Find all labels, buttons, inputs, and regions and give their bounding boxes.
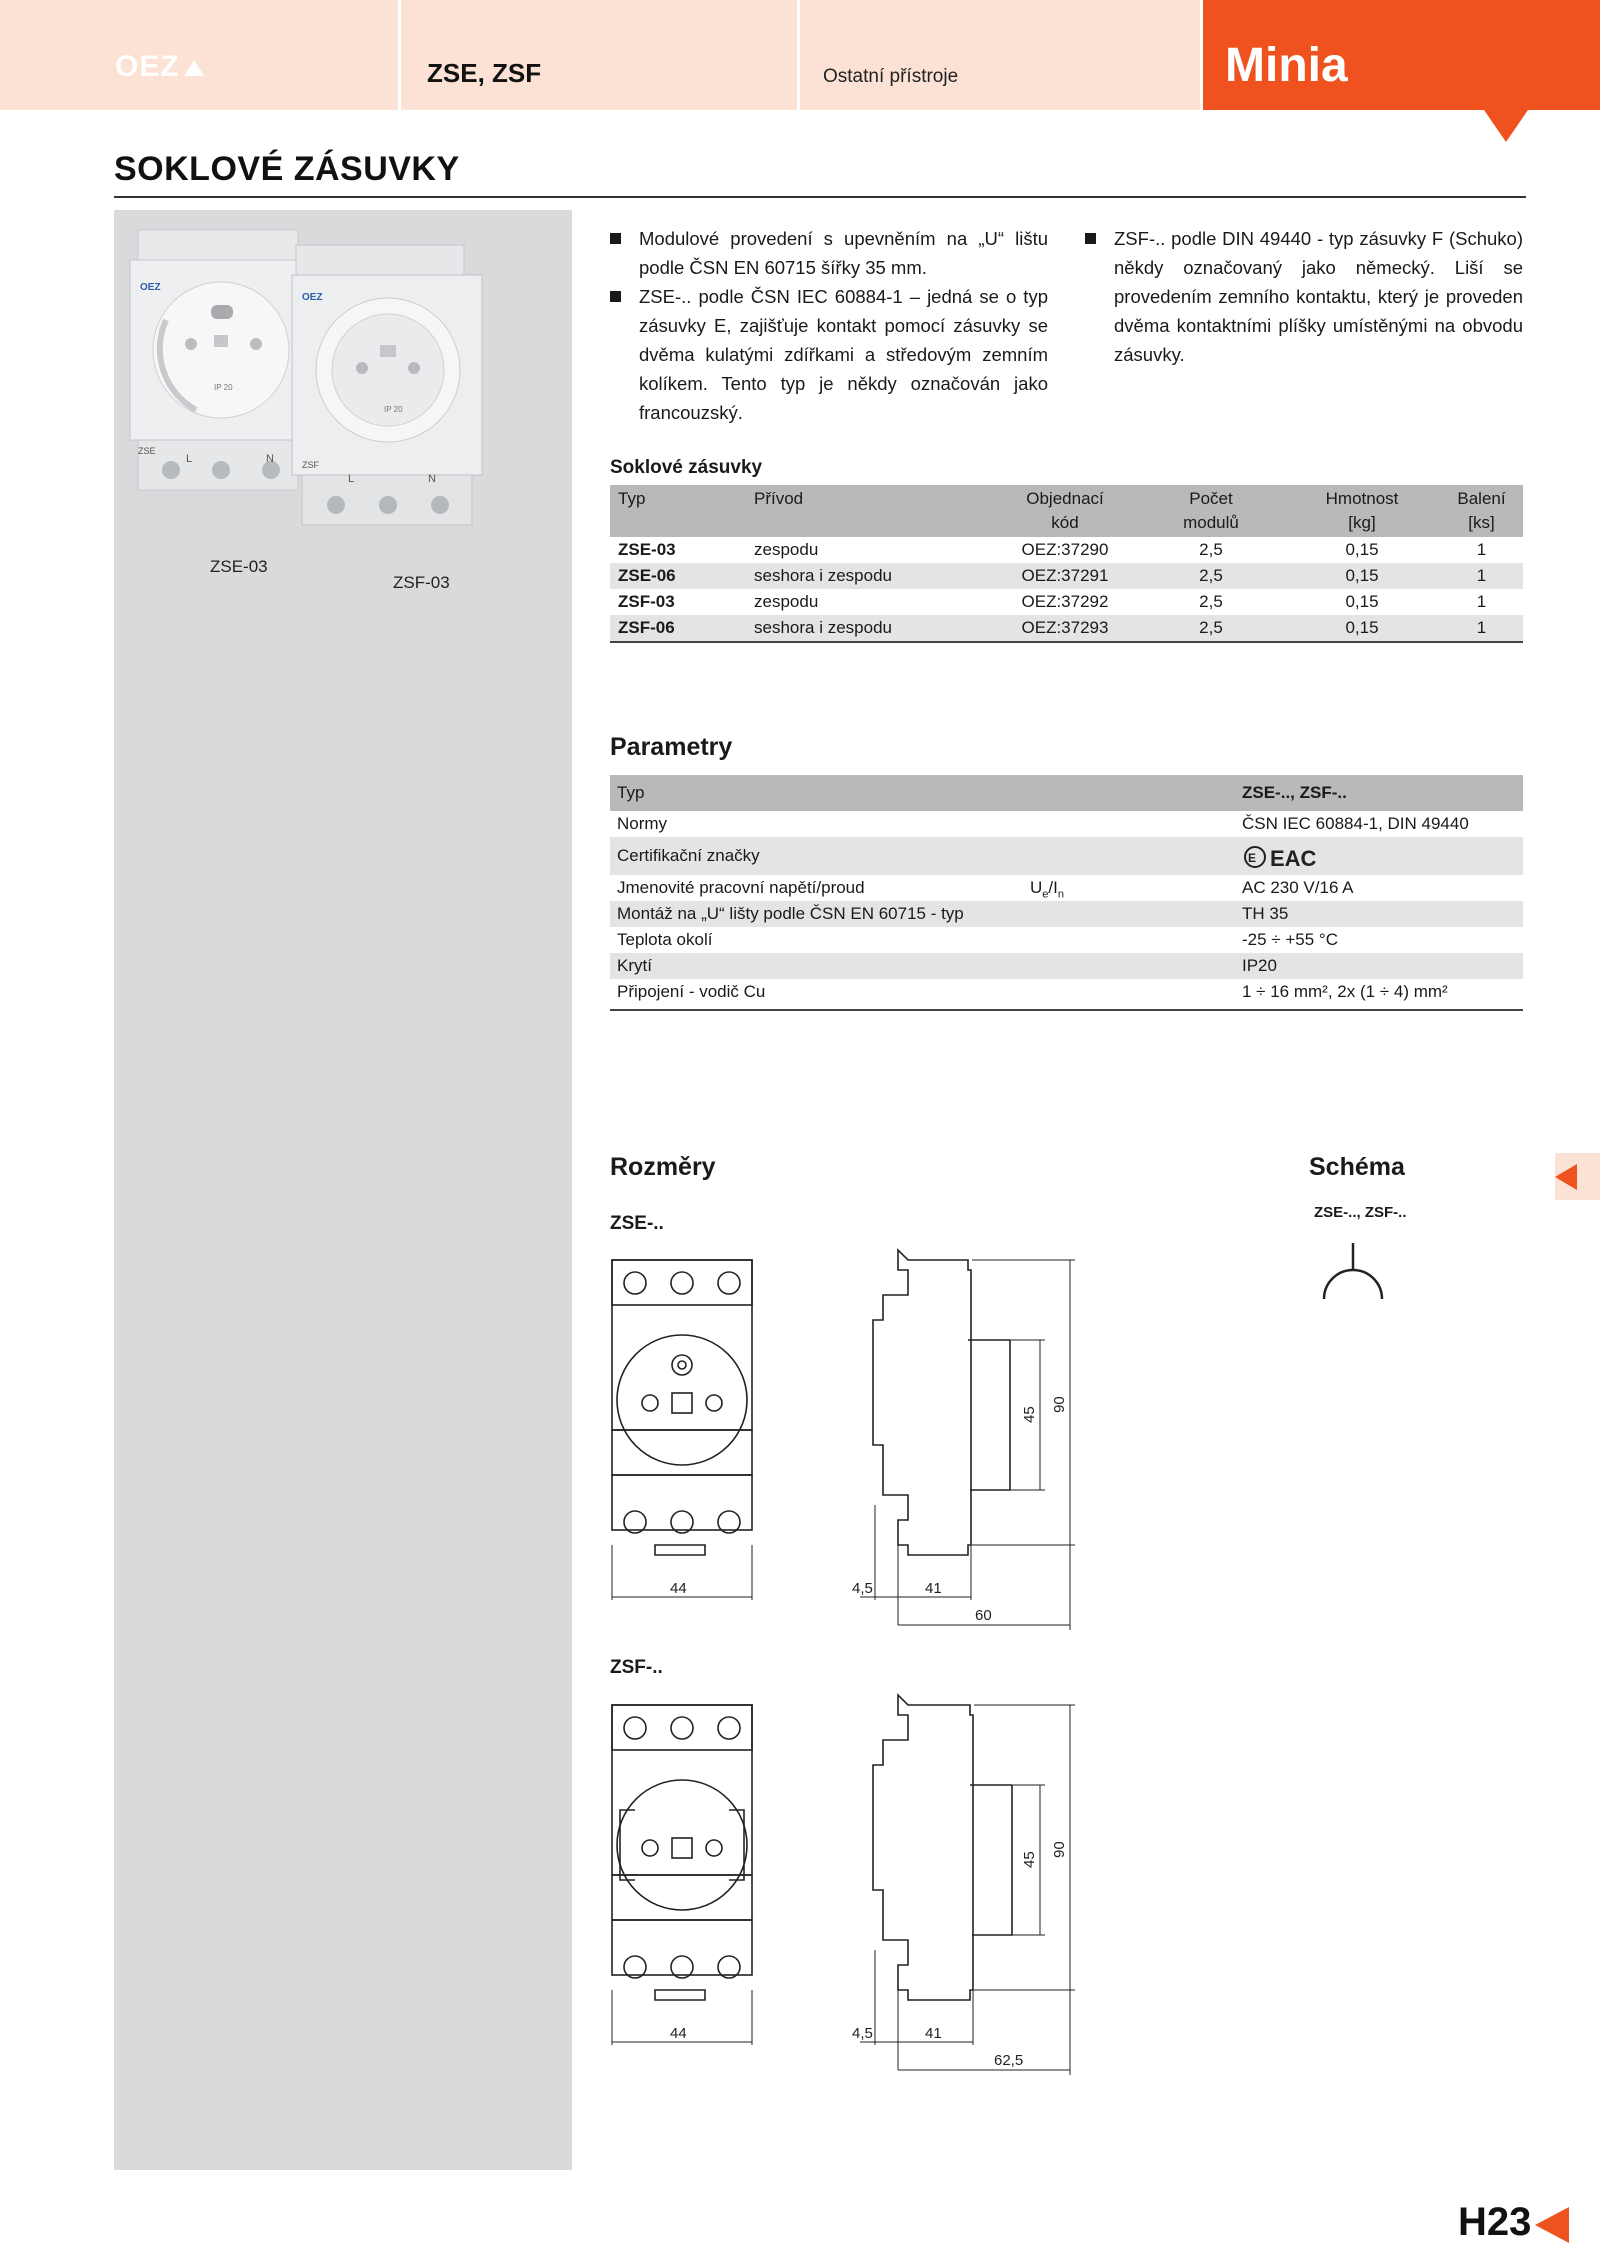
param-row: [610, 953, 1523, 979]
param-label: Montáž na „U“ lišty podle ČSN EN 60715 - typ: [617, 904, 964, 923]
cell-code: OEZ:37290: [1021, 540, 1109, 559]
zsf-device-image: [292, 245, 482, 525]
param-value: -25 ÷ +55 °C: [1242, 930, 1338, 949]
param-value: AC 230 V/16 A: [1242, 878, 1354, 897]
param-row: [610, 901, 1523, 927]
zse-dim-h-outer: 90: [1051, 1396, 1068, 1413]
certification-icon: [1242, 840, 1322, 874]
zsf-dimension-drawing: [600, 1690, 1220, 2080]
param-symbol: $U_e/I_n$: [1030, 878, 1064, 901]
param-row: [610, 837, 1523, 875]
param-label: Jmenovité pracovní napětí/proud: [617, 878, 865, 897]
order-table: [610, 485, 1523, 643]
zse-dim-h-inner: 45: [1021, 1406, 1038, 1423]
param-header-value: ZSE-.., ZSF-..: [1242, 783, 1347, 802]
socket-schema-symbol: [1318, 1243, 1388, 1308]
bullet-item: Modulové provedení s upevněním na „U“ lištu podle ČSN EN 60715 šířky 35 mm.: [610, 224, 1048, 282]
header-down-arrow-icon: [1484, 110, 1528, 142]
zsf-dim-depth: 41: [925, 2025, 942, 2042]
dimensions-title: Rozměry: [610, 1153, 716, 1181]
bullets-right: [1085, 224, 1523, 369]
zse-device-label: ZSE: [138, 446, 156, 456]
zse-device-brand: OEZ: [140, 282, 161, 293]
cell-modules: 2,5: [1138, 563, 1284, 589]
cell-weight: 0,15: [1345, 540, 1379, 559]
order-table-title: Soklové zásuvky: [610, 457, 763, 478]
parameters-bottom-rule: [610, 1009, 1523, 1011]
param-row: [610, 979, 1523, 1005]
product-photo: [126, 220, 560, 550]
cell-modules: 2,5: [1199, 540, 1223, 559]
zse-dim-offset: 4,5: [852, 1580, 873, 1597]
zsf-dim-width: 44: [670, 2025, 687, 2042]
cell-supply: zespodu: [754, 592, 819, 611]
cell-type: ZSE-03: [618, 540, 676, 559]
col-header-code: Objednací kód: [992, 485, 1138, 537]
zsf-terminal-n: N: [428, 473, 436, 485]
zse-device-ip: IP 20: [214, 383, 233, 392]
table-row: [610, 615, 1523, 642]
parameters-title: Parametry: [610, 733, 733, 761]
photo-caption-zse: ZSE-03: [210, 557, 268, 576]
cell-supply: zespodu: [754, 540, 819, 559]
oez-logo: OEZ: [115, 50, 204, 84]
cell-supply: seshora i zespodu: [746, 563, 992, 589]
cell-type: ZSF-03: [618, 592, 675, 611]
svg-text:EAC: EAC: [1270, 845, 1317, 871]
page-title: SOKLOVÉ ZÁSUVKY: [114, 150, 460, 188]
cell-code: OEZ:37291: [992, 563, 1138, 589]
zse-dim-total: 60: [975, 1607, 992, 1624]
title-divider: [114, 196, 1526, 198]
zsf-terminal-l: L: [348, 473, 355, 485]
cell-code: OEZ:37293: [992, 615, 1138, 642]
param-row: [610, 811, 1523, 837]
schema-label: ZSE-.., ZSF-..: [1314, 1204, 1407, 1221]
schema-title: Schéma: [1309, 1153, 1405, 1181]
page-number: H23: [1458, 2200, 1532, 2244]
bullet-item: ZSE-.. podle ČSN IEC 60884-1 – jedná se o typ zásuvky E, zajišťuje kontakt pomocí zásuvky se dvěma kulatými zdířkami a středovým zemním kolíkem. Tento typ je někdy označován jako francouzský.: [610, 282, 1048, 427]
col-header-type: Typ: [610, 485, 746, 537]
zsf-dim-offset: 4,5: [852, 2025, 873, 2042]
cell-weight: 0,15: [1345, 592, 1379, 611]
param-value: IP20: [1242, 956, 1277, 975]
header-category-cell: [800, 0, 1200, 110]
page-arrow-icon: [1535, 2207, 1569, 2243]
zse-dim-width: 44: [670, 1580, 687, 1597]
param-row: [610, 875, 1523, 901]
header-brand: Minia: [1225, 39, 1348, 92]
zse-terminal-n: N: [266, 453, 274, 465]
cell-weight: 0,15: [1284, 615, 1440, 642]
parameters-table: [610, 775, 1523, 1005]
cell-code: OEZ:37292: [1021, 592, 1109, 611]
table-row: [610, 589, 1523, 615]
col-header-supply: Přívod: [746, 485, 992, 537]
param-header-label: Typ: [617, 783, 645, 802]
side-tab-arrow-icon: [1555, 1164, 1577, 1190]
param-value: ČSN IEC 60884-1, DIN 49440: [1242, 814, 1469, 833]
bullet-item: ZSF-.. podle DIN 49440 - typ zásuvky F (Schuko) někdy označovaný jako německý. Liší se provedením zemního kontaktu, který je proveden dvěma kontaktními plíšky umístěnými na obvodu zásuvky.: [1085, 224, 1523, 369]
dim-label-zse: ZSE-..: [610, 1213, 664, 1234]
cell-pack: 1: [1440, 615, 1523, 642]
header-product: ZSE, ZSF: [427, 58, 542, 88]
cell-modules: 2,5: [1138, 615, 1284, 642]
param-label: Krytí: [617, 956, 652, 975]
cell-type: ZSF-06: [610, 615, 746, 642]
cell-pack: 1: [1476, 540, 1487, 559]
param-label: Připojení - vodič Cu: [617, 982, 766, 1001]
photo-caption-zsf: ZSF-03: [393, 573, 450, 592]
zsf-device-label: ZSF: [302, 460, 319, 470]
zsf-device-ip: IP 20: [384, 405, 403, 414]
zse-terminal-l: L: [186, 453, 193, 465]
param-value: TH 35: [1242, 904, 1289, 923]
logo-triangle-icon: [184, 60, 204, 76]
header-category: Ostatní přístroje: [823, 66, 959, 87]
param-row: [610, 927, 1523, 953]
cell-supply: seshora i zespodu: [746, 615, 992, 642]
param-value: 1 ÷ 16 mm², 2x (1 ÷ 4) mm²: [1242, 982, 1448, 1001]
param-label: Normy: [617, 814, 668, 833]
param-label: Certifikační značky: [617, 846, 760, 865]
col-header-pack: Balení [ks]: [1440, 485, 1523, 537]
parameters-header-row: [610, 775, 1523, 811]
table-row: [610, 537, 1523, 563]
zsf-dim-h-outer: 90: [1051, 1841, 1068, 1858]
bullets-left: [610, 224, 1048, 427]
zsf-dim-total: 62,5: [994, 2052, 1024, 2069]
zsf-dim-h-inner: 45: [1021, 1851, 1038, 1868]
side-tab: [1555, 1153, 1600, 1200]
certification-marks: [1242, 837, 1322, 875]
header-product-cell: [401, 0, 797, 110]
dim-label-zsf: ZSF-..: [610, 1657, 663, 1678]
col-header-weight: Hmotnost [kg]: [1284, 485, 1440, 537]
cell-type: ZSE-06: [610, 563, 746, 589]
page-header: [0, 0, 1600, 110]
order-table-header: [610, 485, 1523, 537]
table-row: [610, 563, 1523, 589]
zsf-device-brand: OEZ: [302, 292, 323, 303]
cell-modules: 2,5: [1199, 592, 1223, 611]
cell-pack: 1: [1440, 563, 1523, 589]
param-label: Teplota okolí: [617, 930, 713, 949]
cell-pack: 1: [1476, 592, 1487, 611]
zse-dim-depth: 41: [925, 1580, 942, 1597]
col-header-modules: Počet modulů: [1138, 485, 1284, 537]
svg-text:E: E: [1248, 850, 1257, 865]
cell-weight: 0,15: [1284, 563, 1440, 589]
zse-dimension-drawing: [600, 1245, 1220, 1635]
